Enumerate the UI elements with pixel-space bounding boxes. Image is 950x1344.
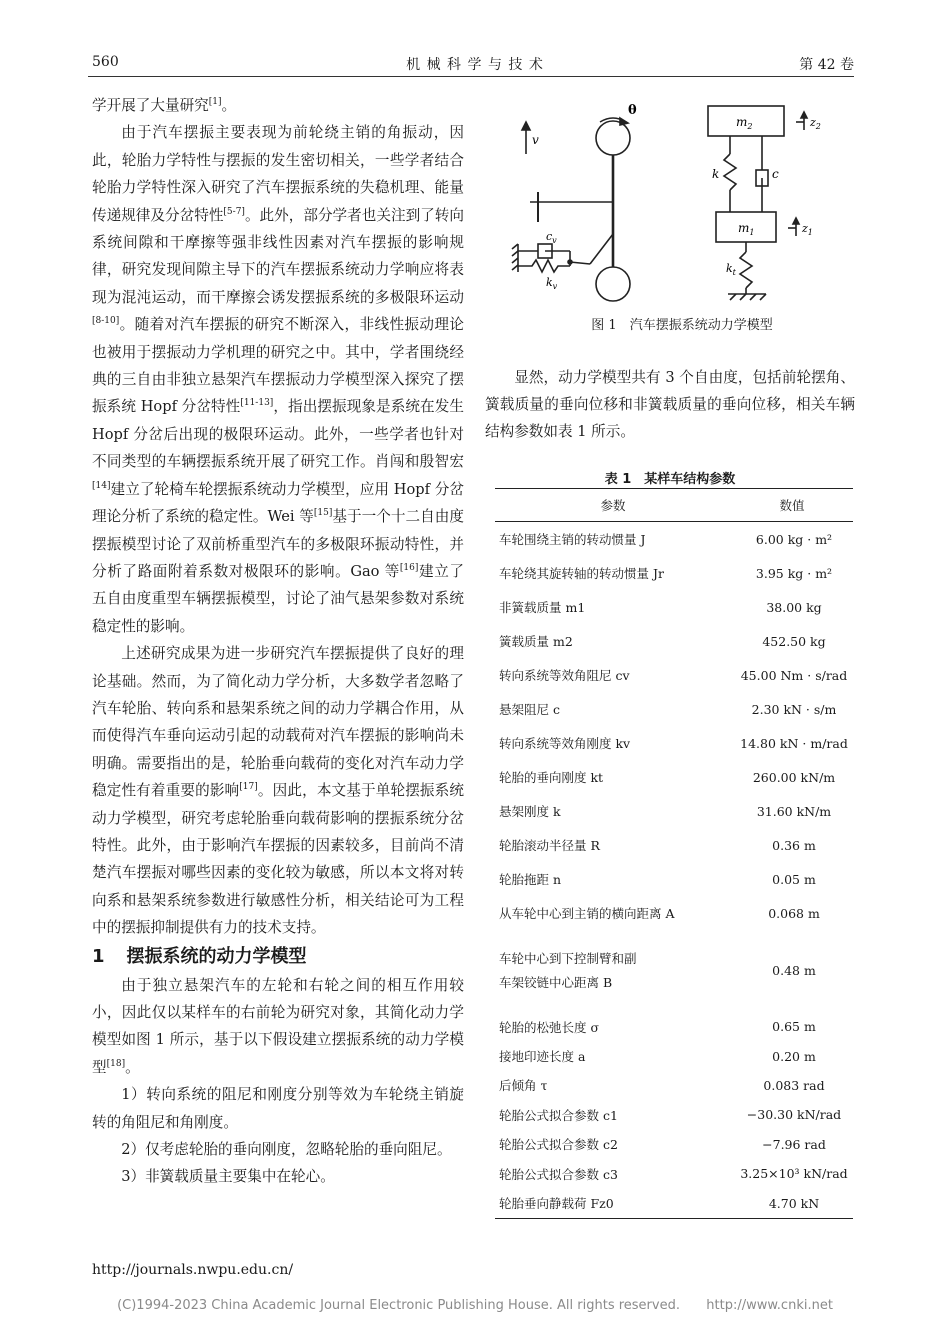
table-row <box>495 828 853 862</box>
value-cell: 0.36 m <box>772 837 816 853</box>
value-cell: −7.96 rad <box>762 1136 826 1152</box>
svg-text:z2: $z_2$ <box>810 116 821 131</box>
value-cell: 38.00 kg <box>766 599 822 615</box>
svg-text:kt: $k_t$ <box>726 262 736 277</box>
param-cell: 接地印迹长度 a <box>499 1049 586 1065</box>
theta-label: θ <box>628 103 637 118</box>
param-cell: 轮胎滚动半径量 R <box>499 838 600 853</box>
table-row <box>495 624 853 658</box>
table-row <box>495 794 853 828</box>
table-header: 参数 <box>495 489 731 522</box>
m1-label: m <box>738 221 750 235</box>
param-cell: 轮胎垂向静载荷 Fz0 <box>495 1188 731 1218</box>
table-row <box>495 896 853 930</box>
value-cell: 452.50 kg <box>762 633 826 649</box>
value-cell: 6.00 kg · m² <box>755 531 833 547</box>
param-cell: 转向系统等效角阻尼 cv <box>499 668 630 683</box>
value-cell: 0.05 m <box>772 871 816 887</box>
header-rule <box>88 76 854 77</box>
left-column <box>92 92 464 1191</box>
param-cell: 轮胎的垂向刚度 kt <box>499 770 604 785</box>
value-cell: 4.70 kN <box>731 1188 853 1218</box>
value-cell: 0.20 m <box>772 1048 816 1064</box>
value-cell: 2.30 kN · s/m <box>751 701 837 717</box>
value-cell: 0.083 rad <box>763 1077 825 1093</box>
value-cell: 45.00 Nm · s/rad <box>740 667 848 683</box>
value-cell: 0.48 m <box>772 963 816 978</box>
section-heading: 1 摆振系统的动力学模型 <box>92 945 307 967</box>
table-row <box>495 1130 853 1159</box>
param-cell: 后倾角 τ <box>499 1078 548 1094</box>
svg-text:kv: $k_v$ <box>546 276 558 291</box>
table-row <box>495 590 853 624</box>
table-row <box>495 1159 853 1188</box>
paragraph: 由于汽车摆振主要表现为前轮绕主销的角振动，因此，轮胎力学特性与摆振的发生密切相关，一些学者结合轮胎力学特性深入研究了汽车摆振系统的失稳机理、能量传递规律及分岔特性[5-7]。此外，部分学者也关注到了转向系统间隙和干摩擦等强非线性因素对汽车摆振的影响规律，研究发现间隙主导下的汽车摆振系统动力学响应将表现为混沌运动，而干摩擦会诱发摆振系统的多极限环运动[8-10]。随着对汽车摆振的研究不断深入，非线性振动理论也被用于摆振动力学机理的研究之中。其中，学者围绕经典的三自由非独立悬架汽车摆振动力学模型深入探究了摆振系统 Hopf 分岔特性[11-13]，指出摆振现象是系统在发生 Hopf 分岔后出现的极限环运动。此外，一些学者也针对不同类型的车辆摆振系统开展了研究工作。肖闯和殷智宏[14]建立了轮椅车轮摆振系统动力学模型，应用 Hopf 分岔理论分析了系统的稳定性。Wei 等[15]基于一个十二自由度摆振模型讨论了双前桥重型汽车的多极限环振动特性，并分析了路面附着系数对极限环的影响。Gao 等[16]建立了五自由度重型车辆摆振模型，讨论了油气悬架参数对系统稳定性的影响。 <box>92 124 464 635</box>
velocity-label: v <box>532 133 539 147</box>
value-cell: −30.30 kN/rad <box>746 1107 842 1123</box>
param-cell: 转向系统等效角刚度 kv <box>499 736 631 751</box>
param-cell: 轮胎公式拟合参数 c3 <box>499 1166 618 1182</box>
list-item: 2）仅考虑轮胎的垂向刚度，忽略轮胎的垂向阻尼。 <box>121 1141 452 1159</box>
figure-1-diagram <box>508 94 856 319</box>
copyright-text: (C)1994-2023 China Academic Journal Electronic Publishing House. All rights reserved. <box>117 1298 680 1313</box>
param-cell: 轮胎公式拟合参数 c1 <box>499 1107 618 1123</box>
table-header-row <box>495 489 853 522</box>
table-caption: 表 1 某样车结构参数 <box>604 472 736 487</box>
journal-title: 机 械 科 学 与 技 术 <box>406 57 544 73</box>
param-cell: 车轮中心到下控制臂和副车架铰链中心距离 B <box>499 951 637 990</box>
paragraph: 显然，动力学模型共有 3 个自由度，包括前轮摆角、簧载质量的垂向位移和非簧载质量的垂向位移，相关车辆结构参数如表 1 所示。 <box>485 369 855 440</box>
figure-caption: 图 1 汽车摆振系统动力学模型 <box>591 318 773 333</box>
table-row <box>495 726 853 760</box>
table-header: 数值 <box>731 489 853 522</box>
table-row <box>495 1071 853 1100</box>
param-cell: 轮胎公式拟合参数 c2 <box>499 1137 618 1153</box>
table-row <box>495 862 853 896</box>
journal-url[interactable]: http://journals.nwpu.edu.cn/ <box>92 1262 294 1278</box>
table-row <box>495 522 853 557</box>
value-cell: 14.80 kN · m/rad <box>740 735 848 751</box>
list-item: 1）转向系统的阻尼和刚度分别等效为车轮绕主销旋转的角阻尼和角刚度。 <box>92 1086 464 1131</box>
table-row <box>495 1100 853 1129</box>
svg-text:z1: $z_1$ <box>802 222 813 237</box>
table-row <box>495 658 853 692</box>
volume-label: 第 42 卷 <box>799 57 854 73</box>
value-cell: 0.068 m <box>768 905 820 921</box>
right-paragraph-block <box>485 364 855 445</box>
k-label: k <box>712 167 720 181</box>
svg-text:m1: $m_1$ <box>738 221 755 237</box>
table-row <box>495 556 853 590</box>
cv-label: c <box>546 230 553 243</box>
param-cell: 轮胎拖距 n <box>499 872 562 887</box>
value-cell: 260.00 kN/m <box>752 769 836 785</box>
copyright-footer <box>0 1298 950 1313</box>
m2-label: m <box>736 115 748 129</box>
paragraph: 由于独立悬架汽车的左轮和右轮之间的相互作用较小，因此仅以某样车的右前轮为研究对象，其简化动力学模型如图 1 所示，基于以下假设建立摆振系统的动力学模型[18]。 <box>92 976 464 1076</box>
value-cell: 0.65 m <box>772 1019 816 1035</box>
svg-text:m2: $m_2$ <box>736 115 753 131</box>
param-cell: 车轮绕其旋转轴的转动惯量 Jr <box>499 566 664 581</box>
param-cell: 轮胎的松弛长度 σ <box>499 1019 600 1035</box>
table-row <box>495 930 853 1012</box>
table-row <box>495 1012 853 1041</box>
table-row <box>495 1188 853 1218</box>
svg-text:cv: $c_v$ <box>546 230 557 245</box>
z2-label: z <box>810 116 816 129</box>
param-cell: 悬架刚度 k <box>499 804 561 819</box>
z1-label: z <box>802 222 808 235</box>
param-cell: 悬架阻尼 c <box>499 702 560 717</box>
value-cell: 3.25×10³ kN/rad <box>740 1166 848 1182</box>
cnki-link[interactable]: http://www.cnki.net <box>706 1298 833 1313</box>
table-row <box>495 760 853 794</box>
param-cell: 簧载质量 m2 <box>499 634 573 649</box>
table-row <box>495 692 853 726</box>
value-cell: 3.95 kg · m² <box>755 565 833 581</box>
kt-label: k <box>726 262 733 275</box>
c-label: c <box>772 167 779 181</box>
list-item: 3）非簧载质量主要集中在轮心。 <box>121 1168 335 1186</box>
page-number: 560 <box>92 54 119 70</box>
table-row <box>495 1041 853 1070</box>
paragraph: 上述研究成果为进一步研究汽车摆振提供了良好的理论基础。然而，为了简化动力学分析，大多数学者忽略了汽车轮胎、转向系和悬架系统之间的动力学耦合作用，从而使得汽车垂向运动引起的动载荷对汽车摆振的影响尚未明确。需要指出的是，轮胎垂向载荷的变化对汽车动力学稳定性有着重要的影响[17]。因此，本文基于单轮摆振系统动力学模型，研究考虑轮胎垂向载荷影响的摆振系统分岔特性。此外，由于影响汽车摆振的因素较多，目前尚不清楚汽车摆振对哪些因素的变化较为敏感，所以本文将对转向系和悬架系统参数进行敏感性分析，相关结论可为工程中的摆振抑制提供有力的技术支持。 <box>92 645 464 937</box>
parameter-table <box>495 488 853 1219</box>
param-cell: 非簧载质量 m1 <box>499 600 586 615</box>
param-cell: 从车轮中心到主销的横向距离 A <box>499 906 675 921</box>
kv-label: k <box>546 276 553 289</box>
param-cell: 车轮围绕主销的转动惯量 J <box>499 532 646 547</box>
paragraph: 学开展了大量研究[1]。 <box>92 97 237 114</box>
value-cell: 31.60 kN/m <box>756 803 832 819</box>
